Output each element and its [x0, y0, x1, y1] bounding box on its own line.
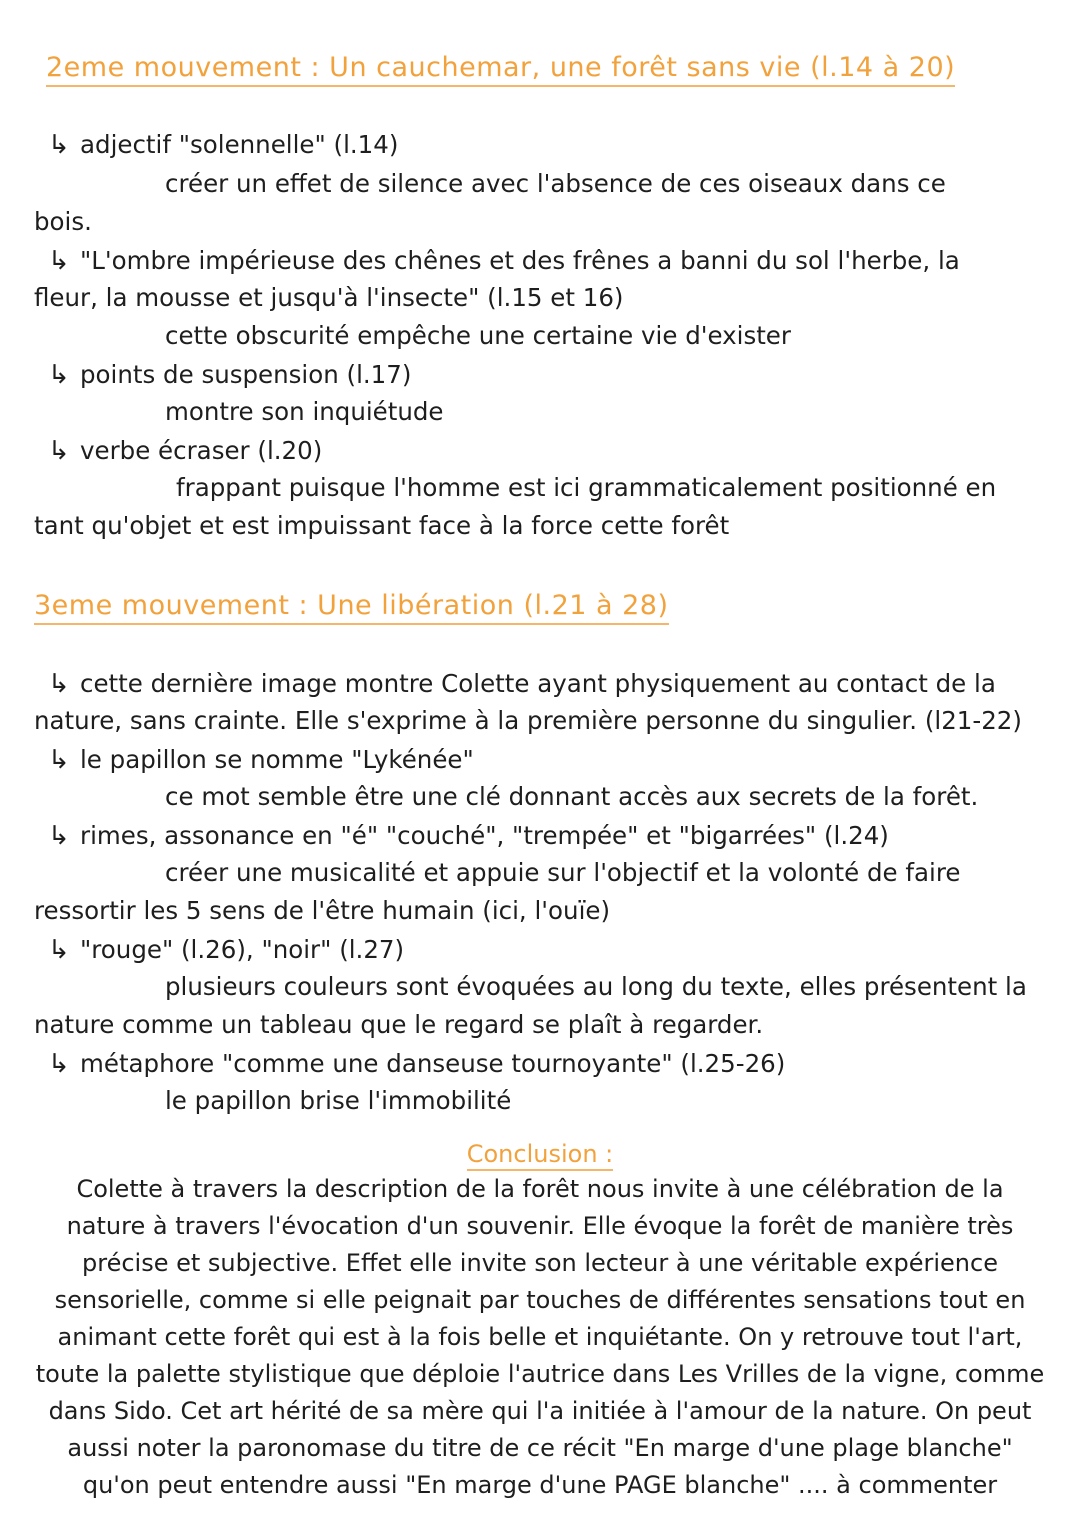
arrow-icon: ↳ — [48, 1049, 70, 1079]
conclusion-line: animant cette forêt qui est à la fois belle et inquiétante. On y retrouve tout l'art, — [57, 1323, 1023, 1351]
conclusion-line: toute la palette stylistique que déploie l'autrice dans Les Vrilles de la vigne, comme — [35, 1360, 1045, 1388]
arrow-icon: ↳ — [48, 246, 70, 276]
wrap-line: nature comme un tableau que le regard se plaît à regarder. — [34, 1010, 764, 1039]
arrow-icon: ↳ — [48, 130, 70, 160]
detail-line: le papillon brise l'immobilité — [165, 1086, 512, 1115]
detail-line: cette obscurité empêche une certaine vie d'exister — [165, 321, 791, 350]
detail-line: frappant puisque l'homme est ici grammaticalement positionné en — [176, 473, 997, 502]
section2-heading-text: 2eme mouvement : Un cauchemar, une forêt sans vie (l.14 à 20) — [46, 52, 956, 83]
bullet-line: ↳ rimes, assonance en "é" "couché", "trempée" et "bigarrées" (l.24) — [48, 821, 889, 851]
detail-line: créer un effet de silence avec l'absence de ces oiseaux dans ce — [165, 169, 946, 198]
bullet-line: ↳ points de suspension (l.17) — [48, 360, 412, 390]
arrow-icon: ↳ — [48, 360, 70, 390]
section3-heading-text: 3eme mouvement : Une libération (l.21 à 28) — [34, 590, 669, 621]
conclusion-line: aussi noter la paronomase du titre de ce récit "En marge d'une plage blanche" — [67, 1434, 1013, 1462]
section3-heading-underline — [34, 623, 669, 625]
arrow-icon: ↳ — [48, 821, 70, 851]
conclusion-line: sensorielle, comme si elle peignait par touches de différentes sensations tout en — [54, 1286, 1026, 1314]
wrap-line: ressortir les 5 sens de l'être humain (ici, l'ouïe) — [34, 896, 611, 925]
detail-line: plusieurs couleurs sont évoquées au long du texte, elles présentent la — [165, 972, 1027, 1001]
arrow-icon: ↳ — [48, 436, 70, 466]
bullet-line: ↳ le papillon se nomme "Lykénée" — [48, 745, 474, 775]
bullet-line: ↳ adjectif "solennelle" (l.14) — [48, 130, 399, 160]
bullet-line: ↳ cette dernière image montre Colette ayant physiquement au contact de la — [48, 669, 996, 699]
conclusion-line: dans Sido. Cet art hérité de sa mère qui l'a initiée à l'amour de la nature. On peut — [48, 1397, 1032, 1425]
conclusion-title: Conclusion : — [0, 1140, 1080, 1168]
section2-heading — [46, 52, 955, 83]
arrow-icon: ↳ — [48, 935, 70, 965]
wrap-line: bois. — [34, 207, 92, 236]
arrow-icon: ↳ — [48, 669, 70, 699]
bullet-line: ↳ métaphore "comme une danseuse tournoyante" (l.25-26) — [48, 1049, 786, 1079]
bullet-line: ↳ "L'ombre impérieuse des chênes et des frênes a banni du sol l'herbe, la — [48, 246, 960, 276]
arrow-icon: ↳ — [48, 745, 70, 775]
wrap-line: nature, sans crainte. Elle s'exprime à la première personne du singulier. (l21-22) — [34, 706, 1022, 735]
bullet-line: ↳ verbe écraser (l.20) — [48, 436, 323, 466]
wrap-line: fleur, la mousse et jusqu'à l'insecte" (l.15 et 16) — [34, 283, 624, 312]
detail-line: créer une musicalité et appuie sur l'objectif et la volonté de faire — [165, 858, 961, 887]
wrap-line: tant qu'objet et est impuissant face à la force cette forêt — [34, 511, 730, 540]
detail-line: montre son inquiétude — [165, 397, 444, 426]
conclusion-line: nature à travers l'évocation d'un souvenir. Elle évoque la forêt de manière très — [66, 1212, 1014, 1240]
conclusion-line: qu'on peut entendre aussi "En marge d'une PAGE blanche" .... à commenter — [82, 1471, 998, 1499]
section2-heading-underline — [46, 85, 955, 87]
conclusion-line: Colette à travers la description de la forêt nous invite à une célébration de la — [76, 1175, 1004, 1203]
section3-heading — [34, 590, 669, 621]
bullet-line: ↳ "rouge" (l.26), "noir" (l.27) — [48, 935, 405, 965]
conclusion-line: précise et subjective. Effet elle invite son lecteur à une véritable expérience — [82, 1249, 998, 1277]
detail-line: ce mot semble être une clé donnant accès aux secrets de la forêt. — [165, 782, 979, 811]
